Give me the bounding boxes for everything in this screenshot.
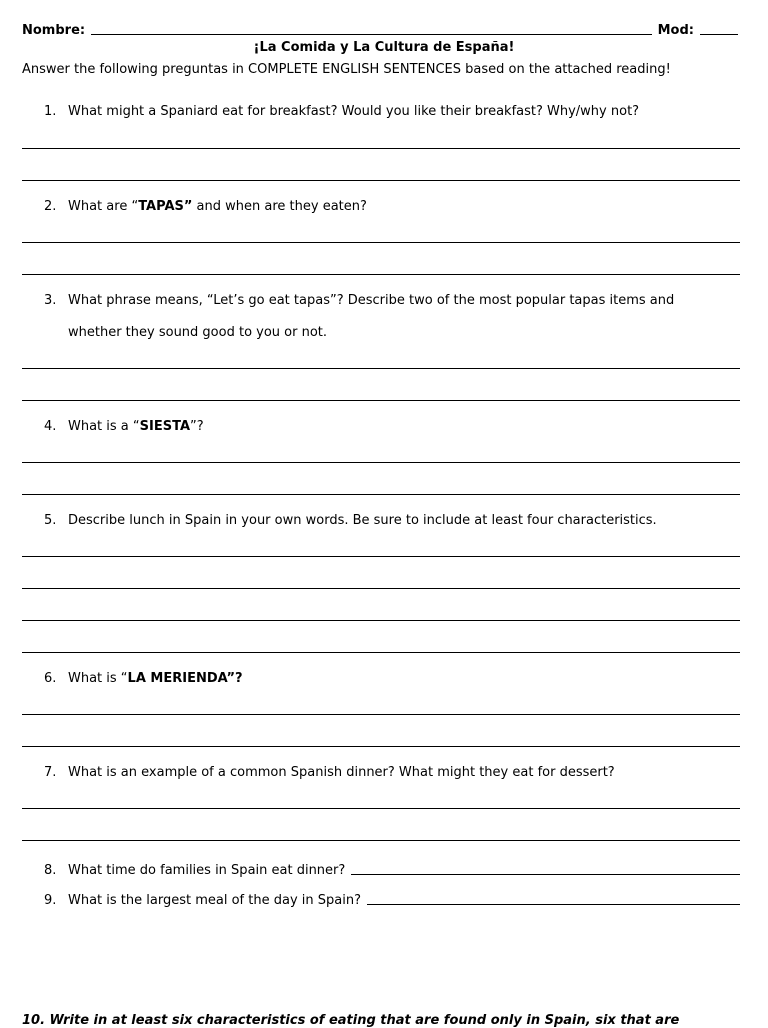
mod-blank[interactable] <box>700 33 738 35</box>
answer-line[interactable] <box>22 368 740 369</box>
answer-line[interactable] <box>22 746 740 747</box>
question-6: 6. What is “LA MERIENDA”? <box>44 671 243 686</box>
merienda-term: LA MERIENDA”? <box>127 671 243 686</box>
answer-line[interactable] <box>22 274 740 275</box>
question-5: 5. Describe lunch in Spain in your own words. Be sure to include at least four characteristics. <box>44 513 657 528</box>
answer-line[interactable] <box>22 556 740 557</box>
answer-blank[interactable] <box>367 904 740 905</box>
question-1: 1. What might a Spaniard eat for breakfast? Would you like their breakfast? Why/why not? <box>44 104 640 119</box>
siesta-term: SIESTA <box>139 419 191 434</box>
question-7: 7. What is an example of a common Spanish dinner? What might they eat for dessert? <box>44 765 615 780</box>
question-4: 4. What is a “SIESTA”? <box>44 419 204 434</box>
question-9: 9. What is the largest meal of the day in Spain? <box>44 888 740 908</box>
answer-line[interactable] <box>22 588 740 589</box>
header-row <box>22 18 738 38</box>
answer-blank[interactable] <box>351 874 740 875</box>
answer-line[interactable] <box>22 462 740 463</box>
answer-line[interactable] <box>22 494 740 495</box>
answer-line[interactable] <box>22 620 740 621</box>
answer-line[interactable] <box>22 148 740 149</box>
answer-line[interactable] <box>22 400 740 401</box>
answer-line[interactable] <box>22 652 740 653</box>
question-2: 2. What are “TAPAS” and when are they eaten? <box>44 199 367 214</box>
answer-line[interactable] <box>22 840 740 841</box>
answer-line[interactable] <box>22 714 740 715</box>
name-blank[interactable] <box>91 33 652 35</box>
question-10: 10. Write in at least six characteristics of eating that are found only in Spain, six that are <box>22 1013 680 1028</box>
answer-line[interactable] <box>22 242 740 243</box>
instructions: Answer the following preguntas in COMPLETE ENGLISH SENTENCES based on the attached reading! <box>22 62 671 77</box>
name-label: Nombre: <box>22 23 86 38</box>
answer-line[interactable] <box>22 180 740 181</box>
worksheet-title: ¡La Comida y La Cultura de España! <box>253 40 515 55</box>
tapas-term: TAPAS” <box>138 199 193 214</box>
question-3: 3. What phrase means, “Let’s go eat tapas”? Describe two of the most popular tapas items and whether they sound good to you or not. <box>44 293 675 340</box>
question-8: 8. What time do families in Spain eat dinner? <box>44 858 740 878</box>
mod-label: Mod: <box>657 23 694 38</box>
answer-line[interactable] <box>22 808 740 809</box>
